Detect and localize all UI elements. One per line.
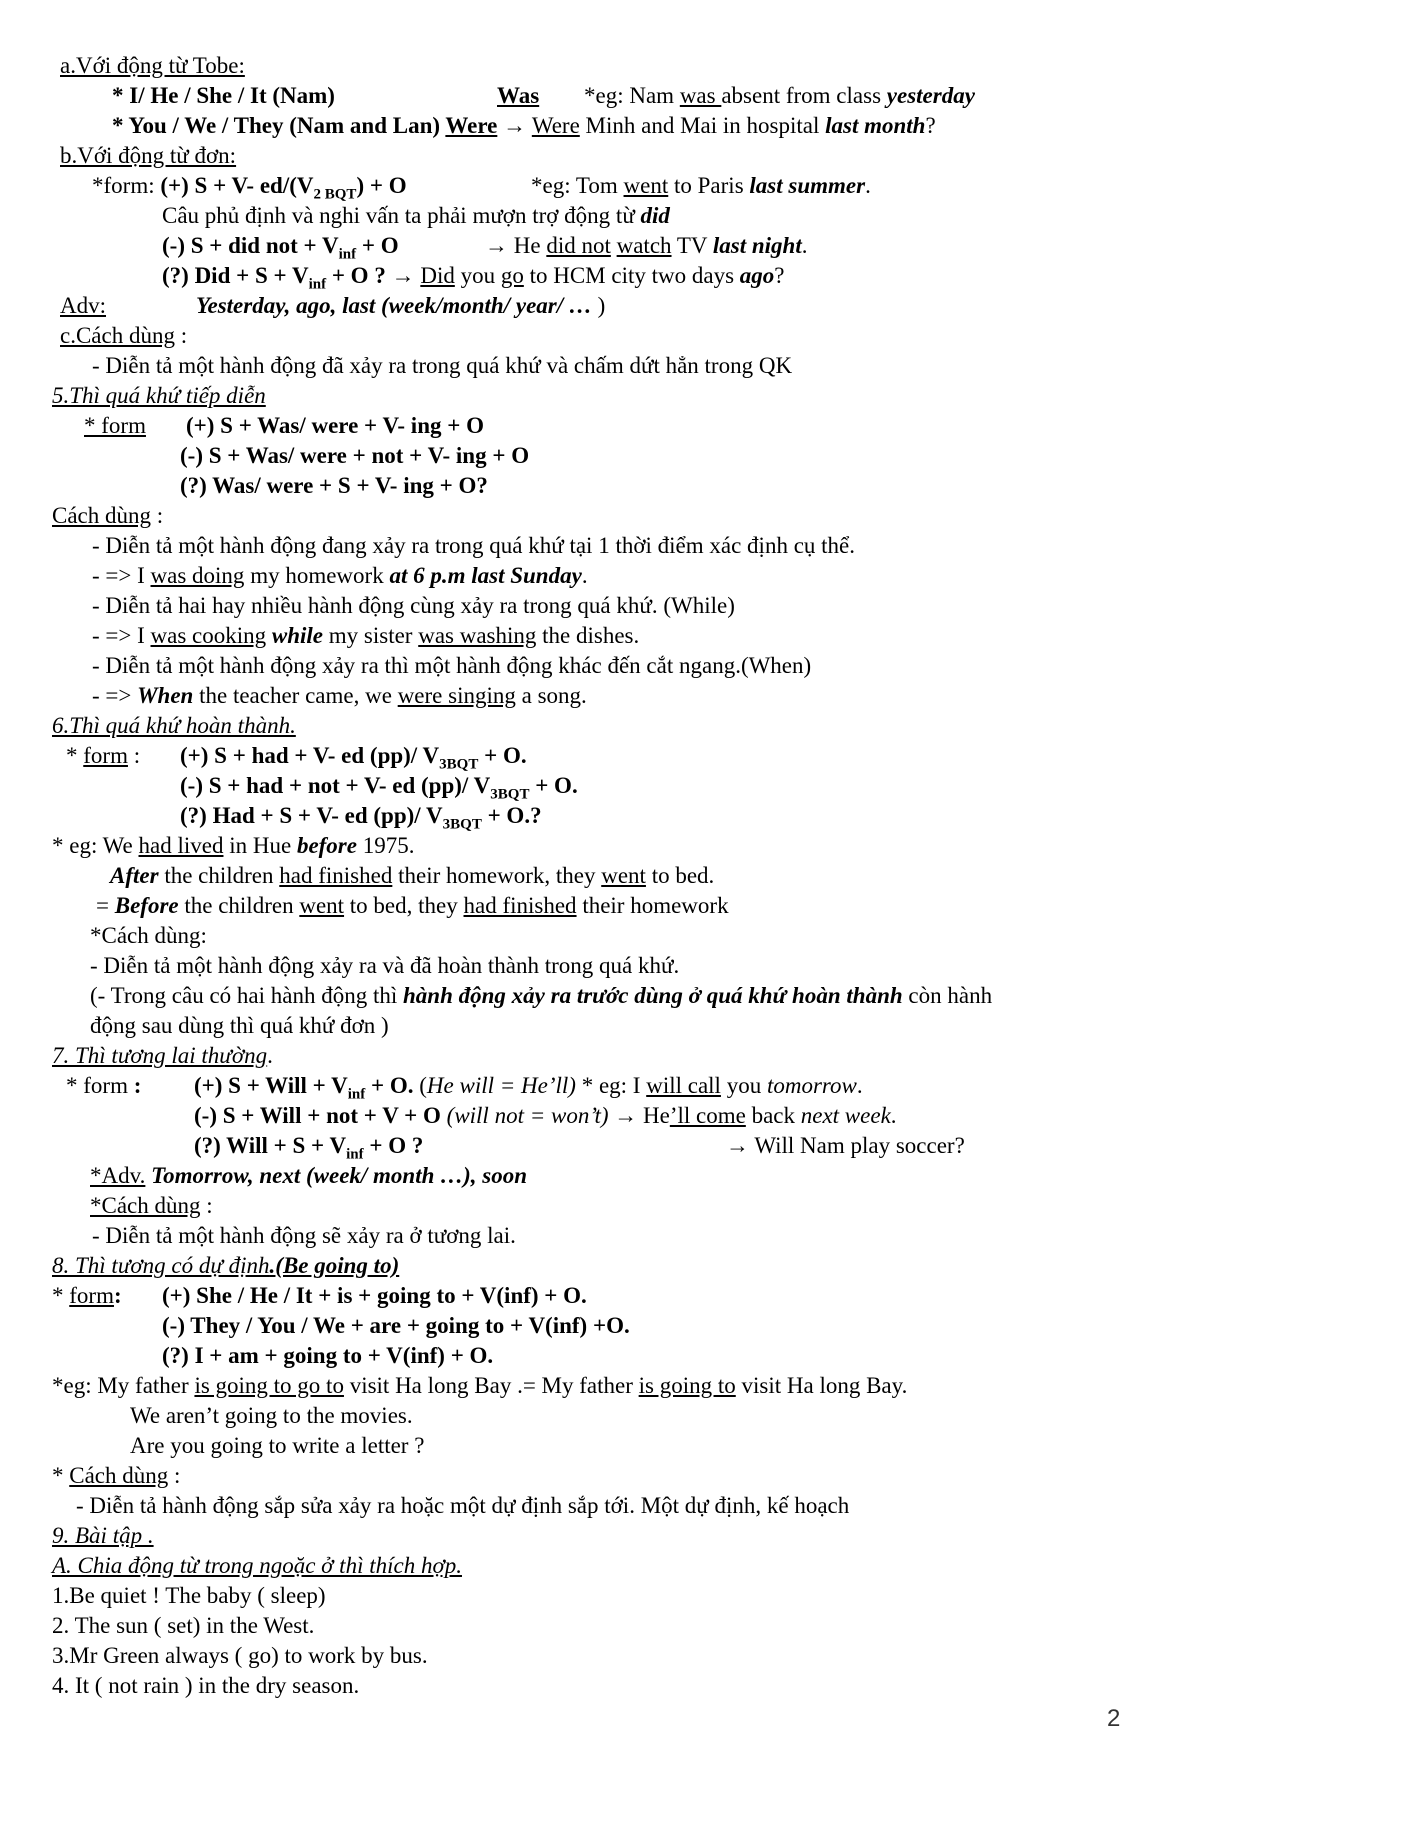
text-segment: (-) S + Will + not + V + O <box>194 1103 441 1128</box>
text-segment: will call <box>646 1073 721 1098</box>
text-segment: the teacher came, we <box>193 683 398 708</box>
text-segment: their homework <box>576 893 729 918</box>
text-segment: before <box>296 833 357 858</box>
text-line <box>92 682 587 710</box>
text-line <box>52 1252 399 1280</box>
text-segment: you <box>720 1073 767 1098</box>
text-segment: + O. <box>529 773 578 798</box>
text-line <box>162 1342 493 1370</box>
text-line <box>162 1282 587 1310</box>
text-line <box>531 172 871 200</box>
text-segment: last night <box>712 233 802 258</box>
text-segment: Cách dùng <box>69 1463 169 1488</box>
text-line <box>52 502 163 530</box>
text-segment: 1975. <box>356 833 415 858</box>
text-segment: - Diễn tả một hành động xảy ra và đã hoàn thành trong quá khứ. <box>90 953 680 978</box>
text-segment: you <box>454 263 501 288</box>
text-segment: the dishes. <box>536 623 640 648</box>
text-line <box>92 172 407 203</box>
text-line <box>52 1612 314 1640</box>
text-segment: *Adv. <box>90 1163 146 1188</box>
text-segment: = <box>96 893 115 918</box>
text-segment: Was <box>497 83 540 108</box>
text-segment: had finished <box>463 893 577 918</box>
text-segment: 3BQT <box>442 816 482 833</box>
text-line <box>162 202 670 230</box>
text-line <box>52 832 414 860</box>
text-segment: 6.Thì quá khứ hoàn thành. <box>52 713 296 738</box>
text-segment: . <box>865 173 871 198</box>
text-segment: - Diễn tả một hành động xảy ra thì một hành động khác đến cắt ngang.(When) <box>92 653 812 678</box>
text-line <box>92 652 811 680</box>
text-line <box>112 82 335 110</box>
text-segment: He will = He’ll) <box>426 1073 576 1098</box>
text-segment: 9. Bài tập . <box>52 1523 154 1548</box>
text-segment: to Paris <box>668 173 750 198</box>
text-segment: is going to go to <box>194 1373 344 1398</box>
text-line <box>180 802 542 833</box>
text-segment: (-) S + Was/ were + not + V- ing + O <box>180 443 530 468</box>
text-segment: Before <box>114 893 179 918</box>
text-line <box>162 232 399 263</box>
text-segment: We aren’t going to the movies. <box>130 1403 413 1428</box>
text-segment: inf <box>338 246 357 263</box>
text-segment: (-) They / You / We + are + going to + V(inf) +O. <box>162 1313 630 1338</box>
text-line <box>485 232 807 260</box>
text-segment: watch <box>616 233 672 258</box>
text-segment: while <box>271 623 324 648</box>
text-line <box>497 82 539 110</box>
text-segment: were singing <box>397 683 516 708</box>
text-line <box>196 292 605 320</box>
text-segment: ( <box>413 1073 427 1098</box>
text-segment: next week <box>800 1103 891 1128</box>
text-segment: + O ? <box>363 1133 424 1158</box>
text-segment: is going to <box>638 1373 736 1398</box>
text-line <box>90 982 992 1010</box>
text-segment: . <box>890 1103 897 1128</box>
text-segment: my sister <box>323 623 419 648</box>
text-line <box>180 472 488 500</box>
text-segment: * I/ He / She / It (Nam) <box>112 83 335 108</box>
text-segment: (?) Did + S + V <box>162 263 309 288</box>
text-segment: * eg: We <box>52 833 139 858</box>
text-segment: + O ? → <box>326 263 421 288</box>
text-segment: . <box>801 233 808 258</box>
text-line <box>92 532 855 560</box>
text-line <box>52 1672 359 1700</box>
text-segment: 3BQT <box>439 756 479 773</box>
text-segment: còn hành <box>902 983 993 1008</box>
text-line <box>52 382 266 410</box>
text-line <box>52 1522 154 1550</box>
text-line <box>194 1102 897 1130</box>
text-segment: (?) Had + S + V- ed (pp)/ V <box>180 803 443 828</box>
text-line <box>52 1462 180 1490</box>
text-line <box>162 262 785 293</box>
text-line <box>726 1132 965 1160</box>
text-line <box>90 922 207 950</box>
text-segment: 2. The sun ( set) in the West. <box>52 1613 315 1638</box>
text-segment: : <box>127 743 141 768</box>
text-segment: * eg: I <box>575 1073 647 1098</box>
text-segment: 8. Thì tương có dự định <box>52 1253 270 1278</box>
text-segment: : <box>151 503 164 528</box>
text-segment: 5.Thì quá khứ tiếp diễn <box>52 383 266 408</box>
text-segment: hành động xảy ra trước dùng ở quá khứ hoàn thành <box>403 983 903 1008</box>
text-segment: + O.? <box>481 803 542 828</box>
text-segment: (+) S + Was/ were + V- ing + O <box>186 413 484 438</box>
text-segment: * <box>52 1283 70 1308</box>
text-segment: at 6 p.m last Sunday <box>389 563 582 588</box>
text-line <box>186 412 484 440</box>
text-segment: last summer <box>749 173 866 198</box>
text-line <box>60 142 236 170</box>
text-segment: inf <box>346 1146 364 1163</box>
text-segment: was <box>679 83 722 108</box>
text-segment: my homework <box>244 563 390 588</box>
text-segment: ? <box>925 113 936 138</box>
text-segment: . <box>267 1043 273 1068</box>
text-segment: - Diễn tả hành động sắp sửa xảy ra hoặc một dự định sắp tới. Một dự định, kế hoạch <box>76 1493 850 1518</box>
text-segment: - Diễn tả hai hay nhiều hành động cùng xảy ra trong quá khứ. (While) <box>92 593 735 618</box>
text-segment: When <box>137 683 194 708</box>
text-line <box>66 1072 141 1100</box>
text-segment: 4. It ( not rain ) in the dry season. <box>52 1673 360 1698</box>
text-segment: absent from class <box>721 83 887 108</box>
text-segment: . <box>856 1073 863 1098</box>
text-segment: động sau dùng thì quá khứ đơn ) <box>90 1013 389 1038</box>
text-segment: *Cách dùng <box>90 1193 201 1218</box>
text-segment: had finished <box>279 863 393 888</box>
text-segment: Minh and Mai in hospital <box>579 113 826 138</box>
text-line <box>52 1282 122 1310</box>
text-segment: go <box>500 263 524 288</box>
text-line <box>194 1072 863 1103</box>
text-segment: : <box>168 1463 181 1488</box>
text-segment: . <box>581 563 588 588</box>
text-segment: : <box>174 323 188 348</box>
text-line <box>584 82 975 110</box>
text-segment: 3BQT <box>490 786 530 803</box>
text-line <box>92 352 792 380</box>
text-segment: - Diễn tả một hành động đang xảy ra trong quá khứ tại 1 thời điểm xác định cụ thể. <box>92 533 855 558</box>
text-segment: ago <box>739 263 775 288</box>
text-segment: (+) S + V- ed/(V <box>160 173 314 198</box>
text-line <box>84 412 146 440</box>
text-segment: Are you going to write a letter ? <box>130 1433 425 1458</box>
text-segment: *eg: Tom <box>531 173 624 198</box>
text-segment: a song. <box>515 683 587 708</box>
text-segment: * form <box>66 1073 134 1098</box>
text-segment: After <box>110 863 159 888</box>
text-segment: c.Cách dùng <box>60 323 175 348</box>
text-segment: last month <box>825 113 926 138</box>
text-line <box>180 442 529 470</box>
text-segment: (+) S + had + V- ed (pp)/ V <box>180 743 440 768</box>
text-line <box>162 1312 630 1340</box>
text-segment: - => I <box>92 563 151 588</box>
text-line <box>110 862 714 890</box>
text-line <box>76 1492 849 1520</box>
text-segment: → He <box>485 233 547 258</box>
text-line <box>194 1132 424 1163</box>
text-segment: 2 BQT <box>313 186 357 203</box>
text-segment: *eg: My father <box>52 1373 195 1398</box>
text-segment: form <box>83 743 128 768</box>
text-line <box>92 1222 516 1250</box>
text-segment: in Hue <box>223 833 297 858</box>
text-segment: was doing <box>150 563 245 588</box>
text-line <box>96 892 729 920</box>
text-segment: to bed, they <box>344 893 464 918</box>
text-segment: (-) S + did not + V <box>162 233 339 258</box>
text-line <box>60 52 245 80</box>
text-segment: (+) She / He / It + is + going to + V(inf) + O. <box>162 1283 587 1308</box>
text-segment: → <box>497 113 532 138</box>
text-segment: * <box>66 743 84 768</box>
text-segment: - Diễn tả một hành động đã xảy ra trong quá khứ và chấm dứt hẳn trong QK <box>92 353 793 378</box>
text-segment: * You / We / They (Nam and Lan) <box>112 113 446 138</box>
text-segment: 3.Mr Green always ( go) to work by bus. <box>52 1643 428 1668</box>
text-line <box>66 742 140 770</box>
text-segment: (?) Was/ were + S + V- ing + O? <box>180 473 488 498</box>
text-segment: + O. <box>365 1073 414 1098</box>
text-line <box>130 1402 413 1430</box>
text-line <box>52 712 296 740</box>
text-segment: : <box>133 1073 142 1098</box>
text-segment: - => I <box>92 623 151 648</box>
text-segment: Were <box>531 113 580 138</box>
text-segment: (-) S + had + not + V- ed (pp)/ V <box>180 773 491 798</box>
text-line <box>52 1372 907 1400</box>
text-segment: ’ll come <box>669 1103 746 1128</box>
text-segment: ) + O <box>356 173 407 198</box>
text-segment: *Cách dùng: <box>90 923 207 948</box>
text-segment: : <box>200 1193 213 1218</box>
text-segment: - => <box>92 683 138 708</box>
text-segment: * form <box>84 413 146 438</box>
text-segment: → He <box>608 1103 670 1128</box>
text-segment: yesterday <box>886 83 975 108</box>
text-segment: back <box>745 1103 801 1128</box>
text-segment: Did <box>420 263 455 288</box>
text-segment: + O <box>356 233 399 258</box>
text-line <box>112 112 936 140</box>
text-segment: b.Với động từ đơn: <box>60 143 237 168</box>
text-segment: (- Trong câu có hai hành động thì <box>90 983 404 1008</box>
text-segment: ) <box>597 293 606 318</box>
text-segment: was cooking <box>150 623 267 648</box>
text-line <box>90 1012 389 1040</box>
text-segment: Adv: <box>60 293 106 318</box>
text-segment: *form: <box>92 173 161 198</box>
text-segment: Were <box>445 113 498 138</box>
text-segment: (+) S + Will + V <box>194 1073 348 1098</box>
text-line <box>92 622 639 650</box>
text-segment: form <box>69 1283 114 1308</box>
text-segment: A. Chia động từ trong ngoặc ở thì thích hợp. <box>52 1553 462 1578</box>
text-segment: (will not = won’t) <box>446 1103 609 1128</box>
text-segment: was washing <box>418 623 537 648</box>
text-line <box>130 1432 424 1460</box>
text-line <box>90 952 679 980</box>
text-line <box>180 742 527 773</box>
text-line <box>92 592 735 620</box>
text-line <box>60 322 187 350</box>
text-segment: tomorrow <box>766 1073 857 1098</box>
text-segment: Cách dùng <box>52 503 152 528</box>
text-segment: went <box>299 893 345 918</box>
text-segment: to bed. <box>645 863 715 888</box>
text-segment: inf <box>308 276 327 293</box>
text-segment: had lived <box>138 833 224 858</box>
text-line <box>60 292 106 320</box>
text-segment: * <box>52 1463 70 1488</box>
text-line <box>90 1162 527 1190</box>
text-segment: the children <box>178 893 300 918</box>
text-segment: TV <box>671 233 713 258</box>
text-segment: 7. Thì tương lai thường <box>52 1043 268 1068</box>
text-segment: did <box>640 203 670 228</box>
text-segment: (?) I + am + going to + V(inf) + O. <box>162 1343 494 1368</box>
text-segment: Yesterday, ago, last (week/month/ year/ … <box>196 293 598 318</box>
text-segment: 1.Be quiet ! The baby ( sleep) <box>52 1583 326 1608</box>
text-segment: went <box>601 863 646 888</box>
text-segment: Tomorrow, next (week/ month …), soon <box>151 1163 528 1188</box>
page-number: 2 <box>1107 1705 1121 1732</box>
text-segment: Câu phủ định và nghi vấn ta phải mượn trợ động từ <box>162 203 641 228</box>
text-segment: their homework, they <box>392 863 602 888</box>
text-segment: inf <box>347 1086 366 1103</box>
text-segment: did not <box>546 233 611 258</box>
text-segment: .(Be going to) <box>269 1253 400 1278</box>
text-line <box>52 1552 462 1580</box>
text-segment: the children <box>158 863 280 888</box>
text-line <box>90 1192 213 1220</box>
text-segment: to HCM city two days <box>523 263 740 288</box>
text-segment: went <box>623 173 669 198</box>
text-segment: → Will Nam play soccer? <box>726 1133 965 1158</box>
text-line <box>52 1582 326 1610</box>
text-segment: ? <box>774 263 785 288</box>
text-segment: : <box>113 1283 122 1308</box>
text-segment: *eg: Nam <box>584 83 680 108</box>
text-segment: (?) Will + S + V <box>194 1133 347 1158</box>
text-line <box>92 562 588 590</box>
text-line <box>52 1042 273 1070</box>
text-line <box>52 1642 428 1670</box>
text-segment: visit Ha long Bay. <box>735 1373 908 1398</box>
text-segment: a.Với động từ Tobe: <box>60 53 245 78</box>
text-line <box>180 772 578 803</box>
text-segment: - Diễn tả một hành động sẽ xảy ra ở tương lai. <box>92 1223 516 1248</box>
text-segment: + O. <box>478 743 527 768</box>
text-segment: visit Ha long Bay .= My father <box>343 1373 639 1398</box>
